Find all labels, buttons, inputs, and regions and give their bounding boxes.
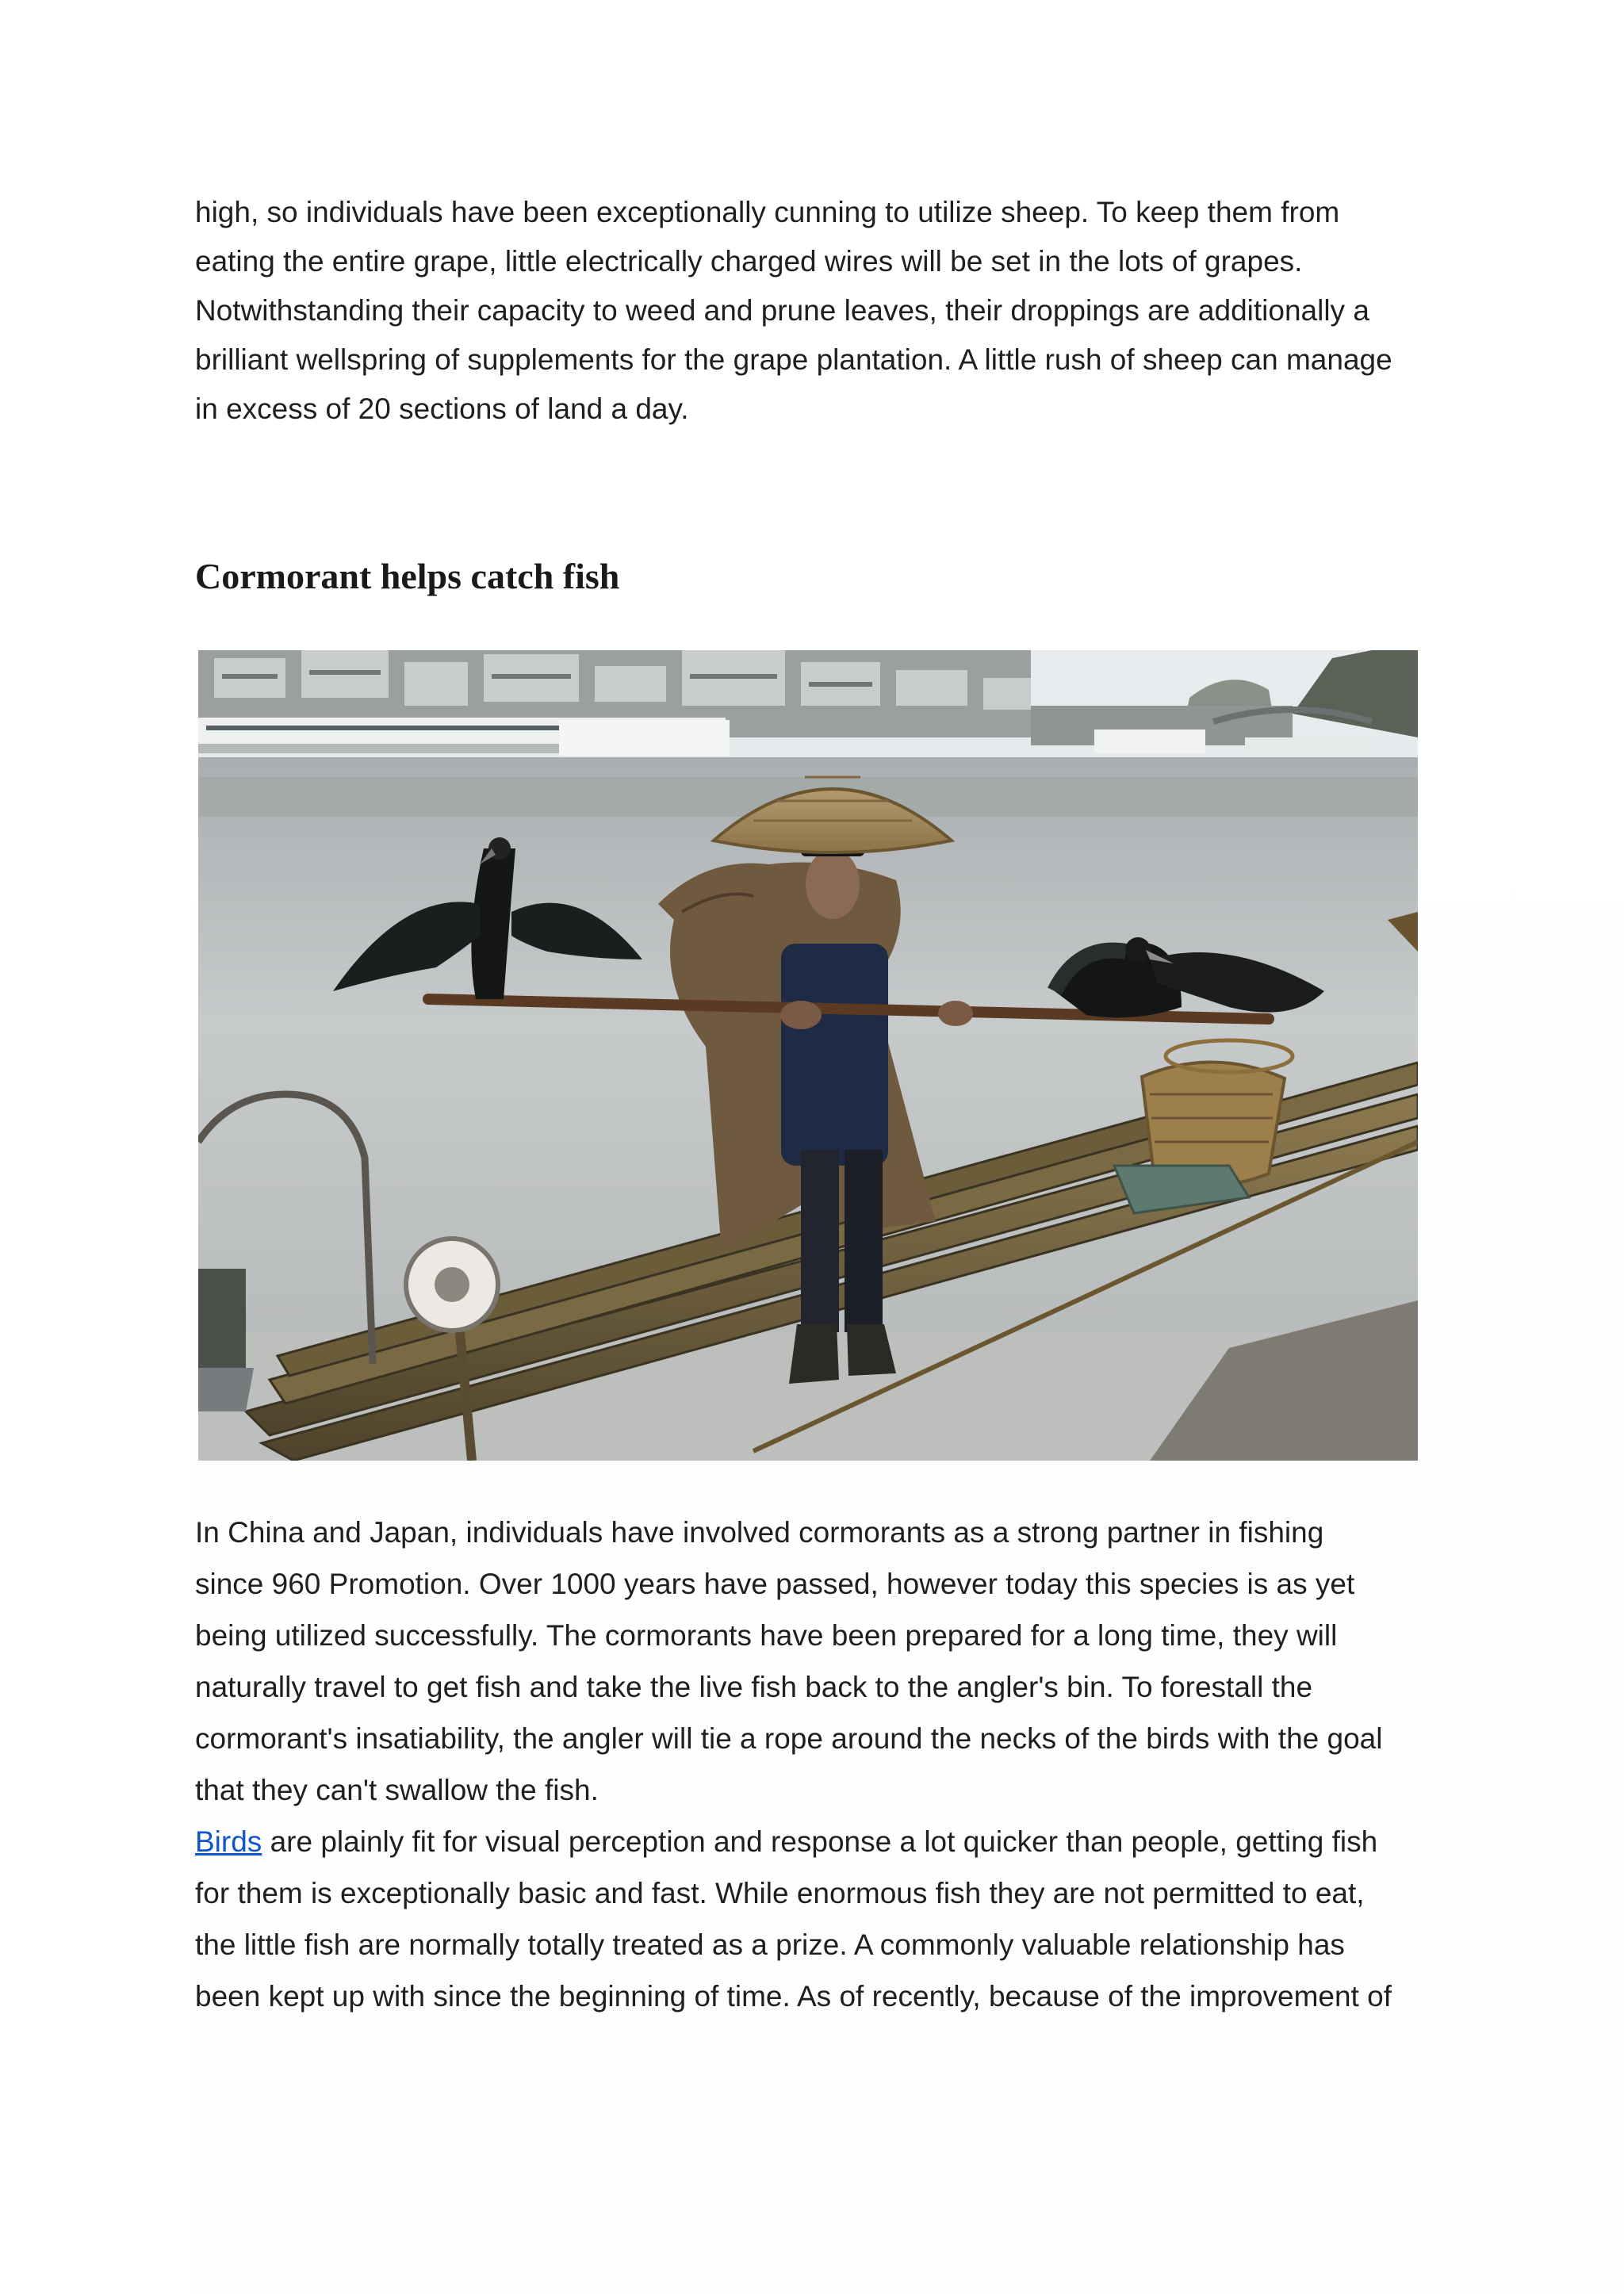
text-line: naturally travel to get fish and take the live fish back to the angler's bin. To forestall the — [195, 1671, 1313, 1703]
text-line: In China and Japan, individuals have involved cormorants as a strong partner in fishing — [195, 1516, 1324, 1549]
text-line: brilliant wellspring of supplements for the grape plantation. A little rush of sheep can manage — [195, 343, 1392, 376]
text-line: being utilized successfully. The cormorants have been prepared for a long time, they will — [195, 1619, 1338, 1652]
cormorant-fisherman-photo — [198, 650, 1418, 1461]
text-line: in excess of 20 sections of land a day. — [195, 393, 689, 425]
text-line: since 960 Promotion. Over 1000 years have passed, however today this species is as yet — [195, 1568, 1355, 1600]
text-line: been kept up with since the beginning of time. As of recently, because of the improvement of — [195, 1980, 1392, 2013]
text-line: for them is exceptionally basic and fast. While enormous fish they are not permitted to eat, — [195, 1877, 1365, 1909]
paragraph-china-japan — [195, 1507, 1432, 1816]
section-heading: Cormorant helps catch fish — [195, 556, 620, 596]
photo-illustration — [198, 650, 1418, 1461]
text-fragment: are plainly fit for visual perception and response a lot quicker than people, getting fish — [262, 1825, 1378, 1858]
text-line: high, so individuals have been exceptionally cunning to utilize sheep. To keep them from — [195, 196, 1340, 228]
paragraph-birds — [195, 1816, 1432, 2022]
text-line: the little fish are normally totally treated as a prize. A commonly valuable relationship has — [195, 1928, 1345, 1961]
text-line — [195, 1816, 1432, 1867]
text-line: cormorant's insatiability, the angler will tie a rope around the necks of the birds with the goal — [195, 1722, 1383, 1755]
text-line: that they can't swallow the fish. — [195, 1774, 599, 1806]
birds-link[interactable]: Birds — [195, 1825, 262, 1858]
text-line: Notwithstanding their capacity to weed and prune leaves, their droppings are additionally a — [195, 294, 1369, 327]
text-line: eating the entire grape, little electrically charged wires will be set in the lots of grapes. — [195, 245, 1303, 278]
paragraph-sheep — [195, 188, 1432, 434]
